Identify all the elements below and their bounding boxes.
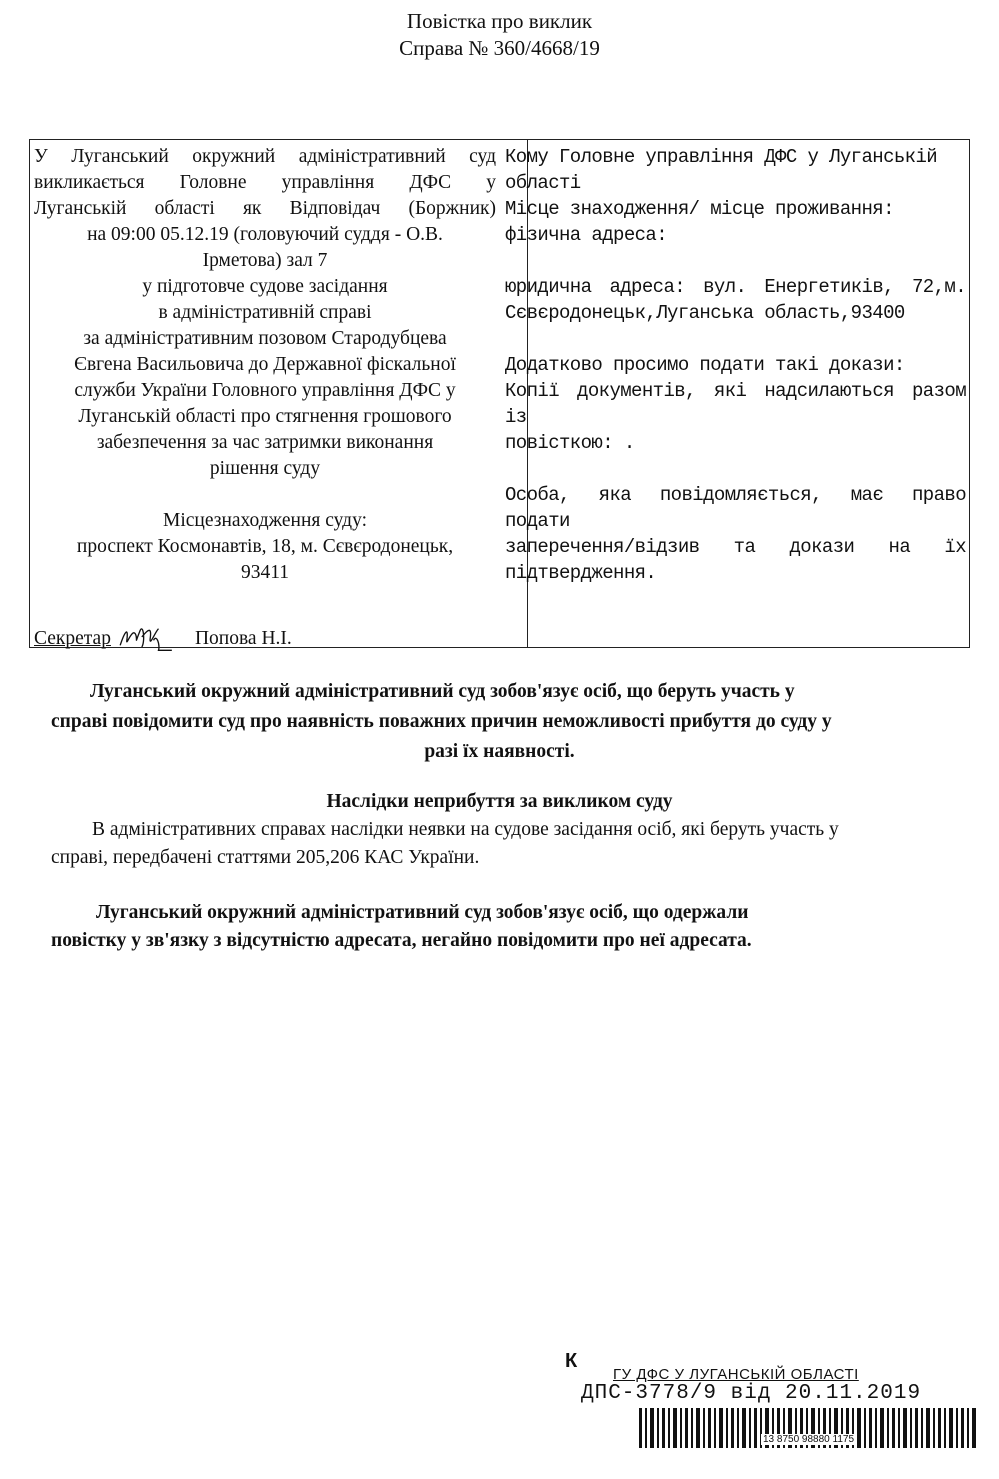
notice-line: повістку у зв'язку з відсутністю адресата, негайно повідомити про неї адресата. <box>51 930 752 951</box>
notice-line: Луганський окружний адміністративний суд зобов'язує осіб, що беруть участь у <box>90 681 795 702</box>
right-line: підтвердження. <box>505 562 657 584</box>
left-line: служби України Головного управління ДФС у <box>74 380 456 401</box>
left-line: у підготовче судове засідання <box>142 276 388 297</box>
legal-address-city: Сєвєродонецьк,Луганська область,93400 <box>505 302 905 324</box>
stamp-mark: К <box>565 1350 578 1372</box>
right-line: Додатково просимо подати такі докази: <box>505 354 905 376</box>
right-line: повісткою: . <box>505 432 635 454</box>
left-line: Євгена Васильовича до Державної фіскальної <box>74 354 456 375</box>
left-line: викликається Головне управління ДФС у <box>34 172 496 193</box>
right-line: Особа, яка повідомляється, має право подати <box>505 484 966 532</box>
consequences-title: Наслідки неприбуття за викликом суду <box>326 791 673 812</box>
notice-line: справі повідомити суд про наявність поважних причин неможливості прибуття до суду у <box>51 711 832 732</box>
signature-icon <box>111 622 181 652</box>
right-line: фізична адреса: <box>505 224 668 246</box>
left-line: за адміністративним позовом Стародубцева <box>83 328 447 349</box>
right-line: області <box>505 172 581 194</box>
left-line: У Луганський окружний адміністративний суд <box>34 146 496 167</box>
court-location-label: Місцезнаходження суду: <box>163 510 367 531</box>
stamp-org: ГУ ДФС У ЛУГАНСЬКІЙ ОБЛАСТІ <box>613 1366 859 1383</box>
right-line: Копії документів, які надсилаються разом із <box>505 380 966 428</box>
consequences-line: справі, передбачені статтями 205,206 КАС України. <box>51 847 480 868</box>
notice-line: разі їх наявності. <box>424 741 575 762</box>
secretary-line <box>34 622 292 652</box>
court-postcode: 93411 <box>240 562 290 583</box>
right-line: заперечення/відзив та докази на їх <box>505 536 966 558</box>
registration-stamp <box>565 1350 985 1470</box>
left-line: в адміністративній справі <box>158 302 372 323</box>
summons-table <box>29 139 970 648</box>
consequences-line: В адміністративних справах наслідки неявки на судове засідання осіб, які беруть участь у <box>92 819 839 840</box>
hearing-room: Ірметова) зал 7 <box>202 250 328 271</box>
left-line: Луганській області про стягнення грошового <box>78 406 452 427</box>
left-line: забезпечення за час затримки виконання <box>96 432 434 453</box>
stamp-registration: ДПС-3778/9 від 20.11.2019 <box>581 1382 922 1405</box>
document-title: Повістка про виклик <box>406 9 593 33</box>
left-line: рішення суду <box>209 458 321 479</box>
right-line: Місце знаходження/ місце проживання: <box>505 198 894 220</box>
right-line: Кому Головне управління ДФС у Луганській <box>505 146 938 168</box>
court-address: проспект Космонавтів, 18, м. Сєвєродонецьк, <box>76 536 454 557</box>
secretary-name: Попова Н.І. <box>194 628 292 649</box>
barcode-number: 13 8750 98880 1175 <box>763 1434 855 1445</box>
legal-address: юридична адреса: вул. Енергетиків, 72,м. <box>505 276 966 298</box>
left-cell <box>34 144 496 586</box>
left-line: Луганській області як Відповідач (Боржник) <box>34 198 496 219</box>
hearing-time: на 09:00 05.12.19 (головуючий суддя - О.В. <box>87 224 443 245</box>
right-cell <box>505 144 966 586</box>
notice-line: Луганський окружний адміністративний суд зобов'язує осіб, що одержали <box>96 902 749 923</box>
case-number: Справа № 360/4668/19 <box>399 36 600 60</box>
secretary-label: Секретар <box>34 628 111 649</box>
